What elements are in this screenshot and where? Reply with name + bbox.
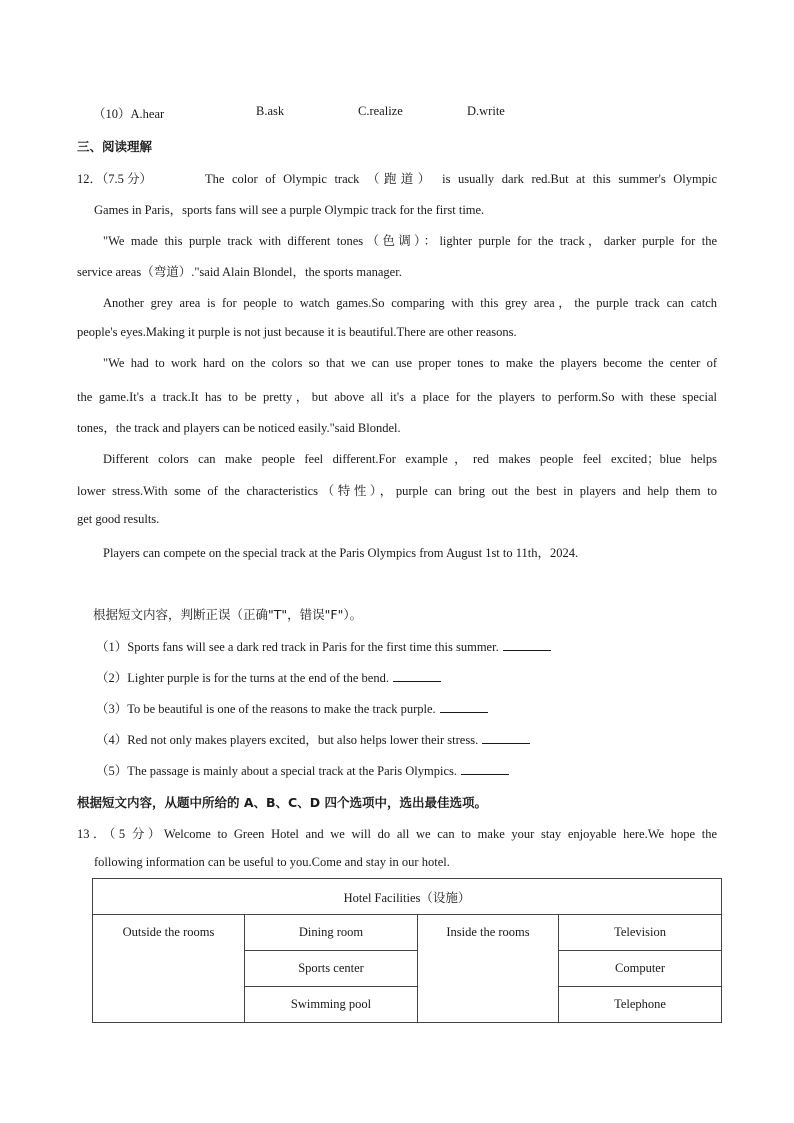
q12-p3-line2: people's eyes.Making it purple is not just because it is beautiful.There are other reasons.: [77, 325, 517, 339]
hotel-facilities-table: [92, 878, 722, 1023]
q12-p4-line3: tones，the track and players can be noticed easily."said Blondel.: [77, 421, 401, 435]
q12-number: 12．（7.5 分）: [77, 172, 153, 186]
tf-statement-2: [96, 668, 441, 686]
tf-statement-3: [96, 699, 488, 717]
table-cell: Sports center: [245, 951, 418, 987]
q12-line2: Games in Paris，sports fans will see a purple Olympic track for the first time.: [94, 203, 485, 217]
table-cell: Computer: [559, 951, 722, 987]
answer-blank[interactable]: [440, 700, 488, 713]
table-row: [93, 879, 722, 915]
q12-p5-line2: lower stress.With some of the characteristics（特性），purple can bring out the best in players and help them to: [77, 484, 717, 498]
tf-statement-5: [96, 761, 509, 779]
answer-blank[interactable]: [461, 762, 509, 775]
table-title: Hotel Facilities（设施）: [93, 879, 722, 915]
q11-option-c: C.realize: [358, 104, 403, 118]
answer-blank[interactable]: [393, 669, 441, 682]
tf-statement-text: （3）To be beautiful is one of the reasons to make the track purple.: [96, 702, 436, 716]
q13-line1: 13．（5 分）Welcome to Green Hotel and we will do all we can to make your stay enjoyable here.We hope the: [77, 827, 717, 841]
q12-p3-line1: Another grey area is for people to watch games.So comparing with this grey area，the purple track can catch: [103, 296, 717, 310]
outside-rooms-label: Outside the rooms: [93, 915, 245, 1023]
q11-option-d: D.write: [467, 104, 505, 118]
answer-blank[interactable]: [482, 731, 530, 744]
answer-blank[interactable]: [503, 638, 551, 651]
q12-line1: The color of Olympic track （跑道） is usually dark red.But at this summer's Olympic: [205, 172, 717, 186]
q12-p5-line1: Different colors can make people feel different.For example，red makes people feel excited；blue helps: [103, 452, 717, 466]
tf-statement-4: [96, 730, 530, 748]
tf-statement-text: （1）Sports fans will see a dark red track in Paris for the first time this summer.: [96, 640, 499, 654]
q13-line2: following information can be useful to you.Come and stay in our hotel.: [94, 855, 450, 869]
q12-p5-line3: get good results.: [77, 512, 160, 526]
table-cell: Swimming pool: [245, 987, 418, 1023]
q12-p4-line1: "We had to work hard on the colors so that we can use proper tones to make the players become the center of: [103, 356, 717, 370]
table-cell: Telephone: [559, 987, 722, 1023]
q12-p6-line1: Players can compete on the special track at the Paris Olympics from August 1st to 11th，2024.: [103, 546, 579, 560]
table-cell: Dining room: [245, 915, 418, 951]
table-cell: Television: [559, 915, 722, 951]
q12-p2-line2: service areas（弯道）."said Alain Blondel，the sports manager.: [77, 265, 402, 279]
tf-statement-text: （2）Lighter purple is for the turns at the end of the bend.: [96, 671, 389, 685]
q11-option-b: B.ask: [256, 104, 285, 118]
tf-instruction: 根据短文内容，判断正误（正确"T"，错误"F"）。: [93, 607, 363, 622]
table-row: [93, 915, 722, 951]
q12-p2-line1: "We made this purple track with different tones（色调）：lighter purple for the track，darker purple for the: [103, 234, 717, 248]
tf-statement-text: （5）The passage is mainly about a special track at the Paris Olympics.: [96, 764, 458, 778]
q11-option-a: （10）A.hear: [93, 107, 165, 121]
tf-statement-text: （4）Red not only makes players excited，but also helps lower their stress.: [96, 733, 479, 747]
tf-statement-1: [96, 637, 551, 655]
q13-instruction: 根据短文内容，从题中所给的 A、B、C、D 四个选项中，选出最佳选项。: [77, 795, 487, 810]
q12-p4-line2: the game.It's a track.It has to be pretty，but above all it's a place for the players to perform.So with these special: [77, 390, 717, 404]
inside-rooms-label: Inside the rooms: [418, 915, 559, 1023]
section-heading: 三、阅读理解: [77, 139, 153, 154]
